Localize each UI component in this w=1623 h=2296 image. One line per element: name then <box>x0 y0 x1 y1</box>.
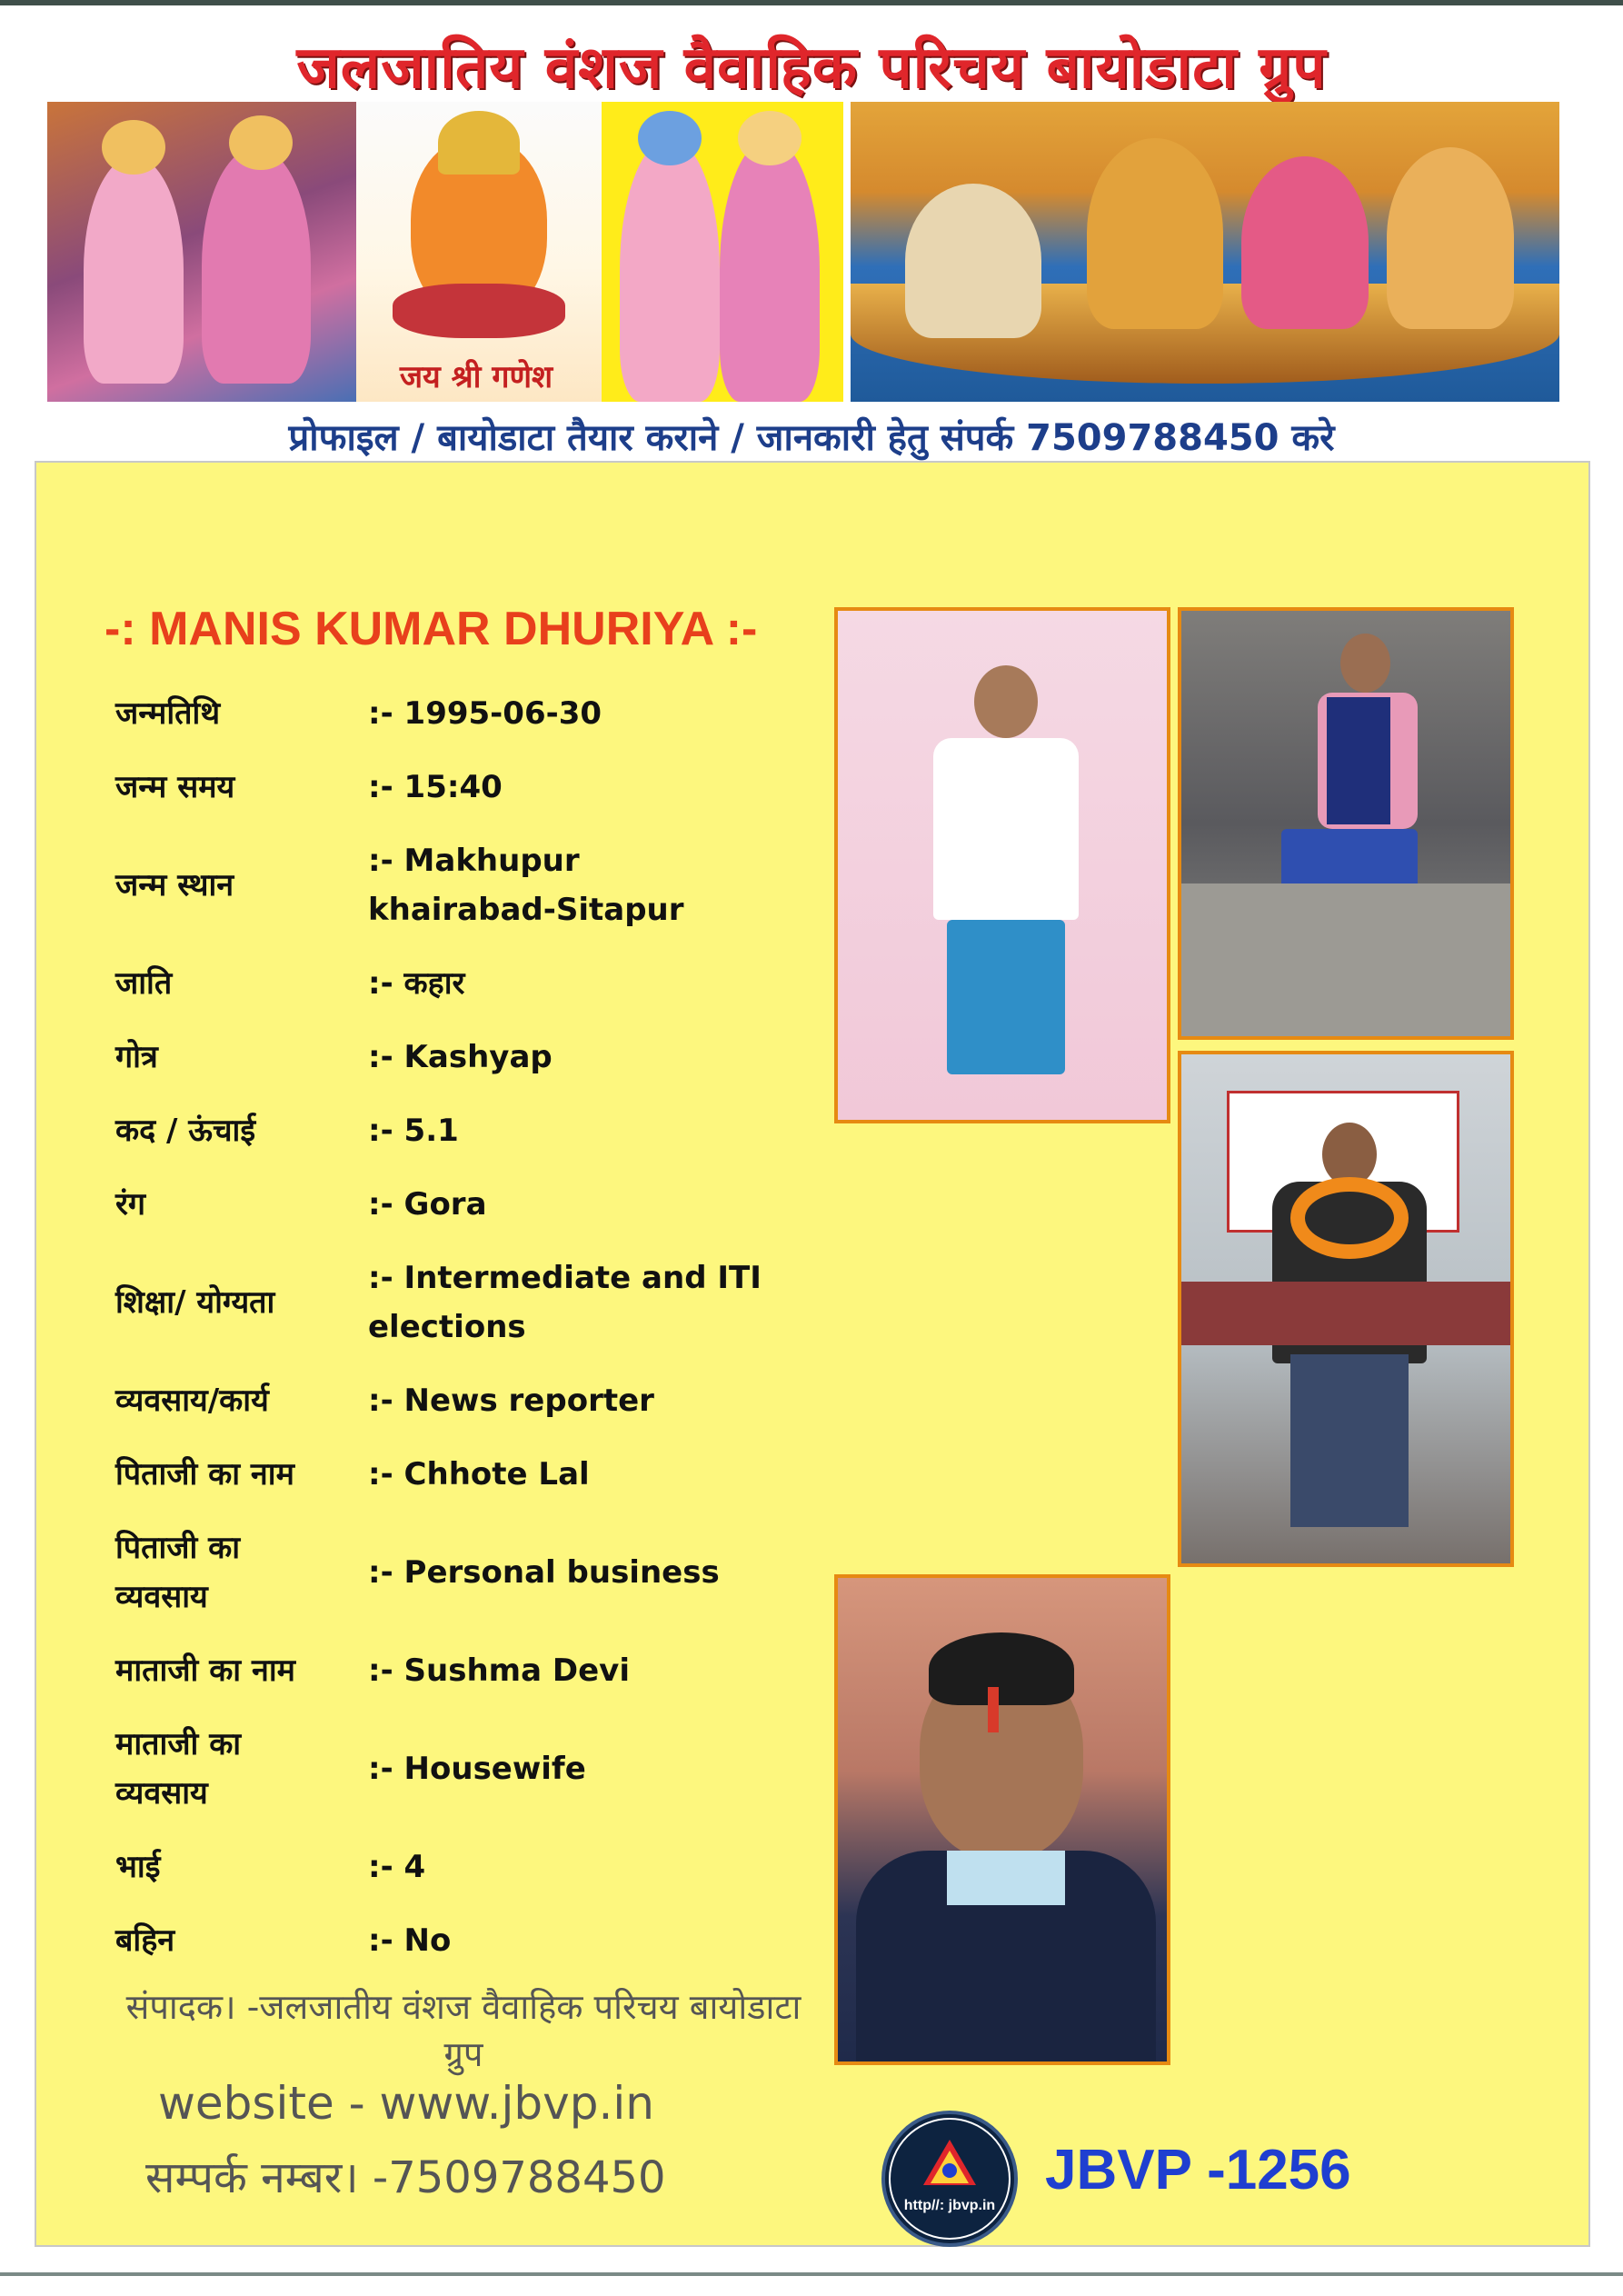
profile-photo-4 <box>834 1574 1170 2065</box>
field-value: :- Makhupur khairabad-Sitapur <box>368 843 684 928</box>
field-label: बहिन <box>115 1922 175 1959</box>
field-value: :- 15:40 <box>368 769 503 805</box>
logo-text: http//: jbvp.in <box>903 2198 996 2213</box>
website-text: website - www.jbvp.in <box>158 2077 654 2130</box>
profile-photo-3 <box>1178 1051 1514 1567</box>
banner-image-ram-sita <box>47 102 356 402</box>
logo-emblem-icon <box>885 2114 1014 2243</box>
field-value: :- Gora <box>368 1186 487 1223</box>
field-value: :- No <box>368 1922 452 1959</box>
group-title: जलजातिय वंशज वैवाहिक परिचय बायोडाटा ग्रुप <box>296 35 1327 102</box>
field-value: :- Kashyap <box>368 1039 553 1075</box>
field-label: कद / ऊंचाई <box>115 1113 256 1149</box>
field-label: भाई <box>115 1849 161 1885</box>
banner-image-boat-scene <box>851 102 1559 402</box>
bottom-border <box>0 2272 1623 2276</box>
field-value: :- Intermediate and ITI elections <box>368 1260 762 1345</box>
field-label: पिताजी का व्यवसाय <box>115 1530 241 1615</box>
field-value: :- 1995-06-30 <box>368 695 602 732</box>
profile-code: JBVP -1256 <box>1045 2139 1351 2201</box>
field-label: जन्म स्थान <box>115 867 234 903</box>
profile-name: -: MANIS KUMAR DHURIYA :- <box>105 603 758 655</box>
banner-image-ram-sita-2 <box>602 102 843 402</box>
top-border <box>0 0 1623 5</box>
banner-caption: जय श्री गणेश <box>399 359 553 395</box>
field-value: :- Chhote Lal <box>368 1456 590 1492</box>
field-label: शिक्षा/ योग्यता <box>115 1284 275 1321</box>
field-value: :- Housewife <box>368 1751 586 1787</box>
jbvp-logo <box>881 2111 1018 2247</box>
profile-photo-2 <box>1178 607 1514 1040</box>
field-label: माताजी का व्यवसाय <box>115 1726 242 1812</box>
field-label: जन्मतिथि <box>115 695 221 732</box>
field-label: व्यवसाय/कार्य <box>115 1383 269 1419</box>
field-label: जन्म समय <box>115 769 235 805</box>
field-value: :- Personal business <box>368 1554 720 1591</box>
contact-line: प्रोफाइल / बायोडाटा तैयार कराने / जानकारी हेतु संपर्क 7509788450 करे <box>288 417 1335 459</box>
field-label: जाति <box>115 965 173 1002</box>
field-value: :- 5.1 <box>368 1113 459 1149</box>
contact-number: सम्पर्क नम्बर। -7509788450 <box>145 2152 666 2203</box>
field-value: :- Sushma Devi <box>368 1652 630 1689</box>
editor-credit: संपादक। -जलजातीय वंशज वैवाहिक परिचय बायोडाटा ग्रुप <box>125 1987 802 2074</box>
field-label: रंग <box>115 1186 146 1223</box>
field-label: पिताजी का नाम <box>115 1456 294 1492</box>
profile-photo-1 <box>834 607 1170 1123</box>
field-value: :- कहार <box>368 965 465 1002</box>
field-label: गोत्र <box>115 1039 158 1075</box>
field-label: माताजी का नाम <box>115 1652 295 1689</box>
field-value: :- 4 <box>368 1849 426 1885</box>
field-value: :- News reporter <box>368 1383 654 1419</box>
